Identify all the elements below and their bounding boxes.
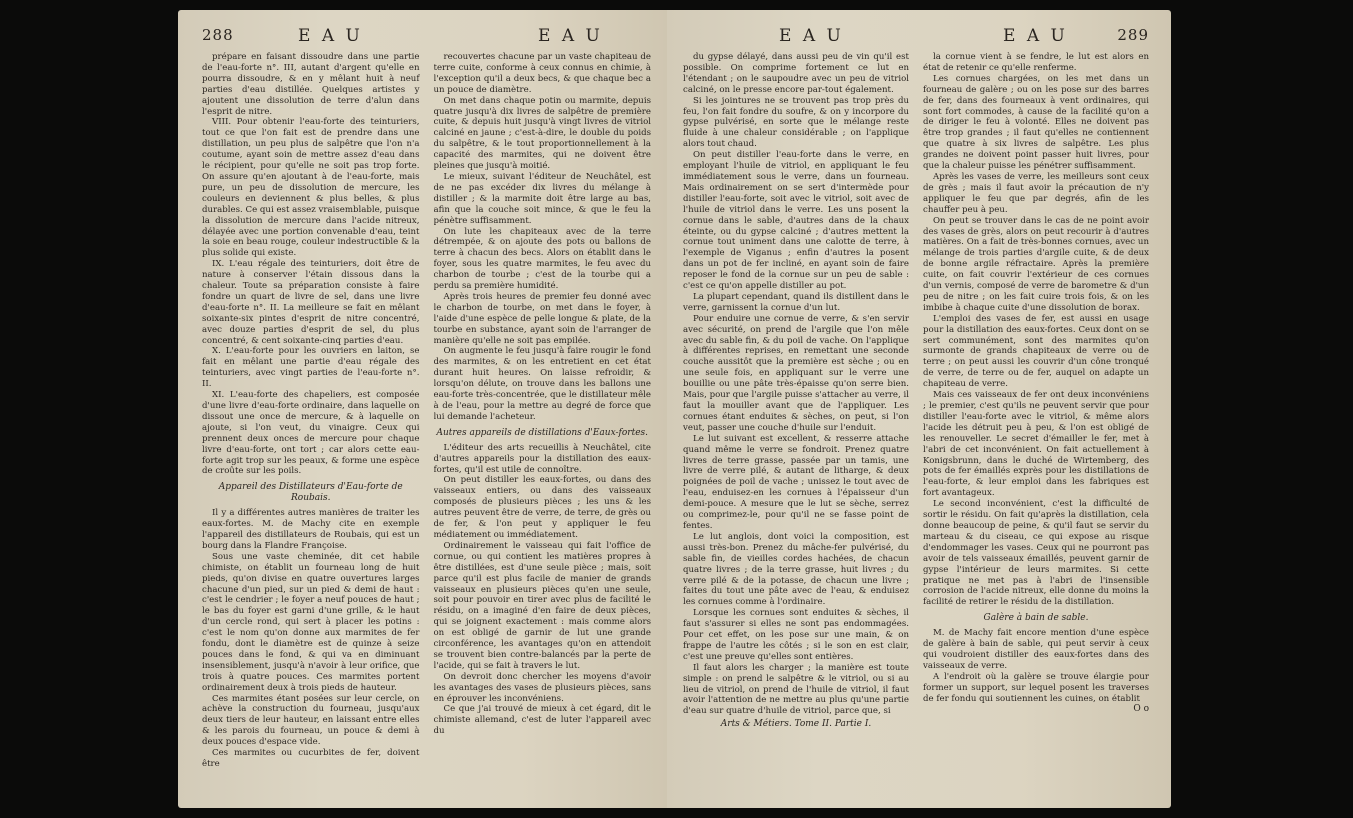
right-page-column-1	[683, 52, 909, 797]
paragraph: XI. L'eau-forte des chapeliers, est composée d'une livre d'eau-forte ordinaire, dans laquelle on dissout une once de mercure, & à laquelle on ajoute, si l'on veut, du vinaigre. Ceux qui prennent deux onces de mercure pour chaque livre d'eau-forte, ont tort ; car alors cette eau-forte agit trop sur les peaux, & forme une espèce de croûte sur les poils.	[202, 390, 420, 477]
section-heading: Autres appareils de distillations d'Eaux-fortes.	[436, 427, 649, 438]
paragraph: Il faut alors les charger ; la manière est toute simple : on prend le salpêtre & le vitriol, ou si au lieu de vitriol, on prend de l'huile de vitriol, il faut avoir l'attention de ne mettre au plus qu'une partie d'eau sur quatre d'huile de vitriol, parce que, si	[683, 662, 909, 717]
left-page	[178, 10, 667, 808]
paragraph: du gypse délayé, dans aussi peu de vin qu'il est possible. On comprime fortement ce lut en l'étendant ; on le saupoudre avec un peu de vitriol calciné, on le presse encore par-tout également.	[683, 52, 909, 95]
paragraph: On devroit donc chercher les moyens d'avoir les avantages des vases de plusieurs pièces, sans en éprouver les inconvéniens.	[433, 671, 651, 704]
signature-mark: O o	[1133, 704, 1149, 715]
left-running-head-1: E A U	[298, 26, 363, 46]
left-page-column-1	[202, 52, 420, 797]
paragraph: Ordinairement le vaisseau qui fait l'office de cornue, ou qui contient les matières propres à être distillées, est d'une seule pièce ; mais, soit parce qu'il est plus facile de manier de grands vaisseaux en plusieurs pièces qu'en une seule, soit pour pouvoir en tirer avec plus de facilité le résidu, on a imaginé d'en faire de deux pièces, qui se joignent exactement : mais comme alors on est obligé de garnir de lut une grande circonférence, les avantages qu'on en attendoit se trouvent bien contre-balancés par la perte de l'acide, qui se fait à travers le lut.	[433, 540, 651, 671]
paragraph: On lute les chapiteaux avec de la terre détrempée, & on ajoute des pots ou ballons de terre à chacun des becs. Alors on établit dans le foyer, sous les quatre marmites, le feu avec du charbon de tourbe ; c'est de la tourbe qui a perdu sa première humidité.	[433, 226, 651, 292]
section-heading: Appareil des Distillateurs d'Eau-forte de Roubais.	[218, 482, 403, 504]
paragraph: On met dans chaque potin ou marmite, depuis quatre jusqu'à dix livres de salpêtre de première cuite, & depuis huit jusqu'à vingt livres de vitriol calciné en jaune ; c'est-à-dire, le double du poids du salpêtre, & le tout proportionnellement à la capacité des marmites, qui ne doivent être pleines que jusqu'à moitié.	[433, 95, 651, 172]
paragraph: X. L'eau-forte pour les ouvriers en laiton, se fait en mêlant une partie d'eau régale des teinturiers, avec vingt parties de l'eau-forte n°. II.	[202, 346, 420, 390]
paragraph: Le lut anglois, dont voici la composition, est aussi très-bon. Prenez du mâche-fer pulvérisé, du sable fin, de vieilles cordes hachées, de chacun quatre livres ; de la terre grasse, huit livres ; du verre pilé & de la potasse, de chacun une livre ; faites du tout une pâte avec de l'eau, & enduisez les cornues comme à l'ordinaire.	[683, 531, 909, 608]
paragraph: Ces marmites étant posées sur leur cercle, on achève la construction du fourneau, jusqu'aux deux tiers de leur hauteur, en laissant entre elles & les parois du fourneau, un pouce & demi à deux pouces d'espace vide.	[202, 693, 420, 748]
paragraph: On augmente le feu jusqu'à faire rougir le fond des marmites, & on les entretient en cet état durant huit heures. On laisse refroidir, & lorsqu'on délute, on trouve dans les ballons une eau-forte très-concentrée, que le distillateur mêle à de l'eau, pour la mettre au degré de force que lui demande l'acheteur.	[433, 346, 651, 422]
paragraph: Lorsque les cornues sont enduites & sèches, il faut s'assurer si elles ne sont pas endommagées. Pour cet effet, on les pose sur une main, & on frappe de l'autre les côtés ; si le son en est clair, c'est une preuve qu'elles sont entières.	[683, 608, 909, 662]
right-running-head-2: E A U	[1003, 26, 1068, 46]
paragraph: Ces marmites ou cucurbites de fer, doivent être	[202, 748, 420, 769]
paragraph: Le mieux, suivant l'éditeur de Neuchâtel, est de ne pas excéder dix livres du mélange à distiller ; & la marmite doit être large au bas, afin que la couche soit mince, & que le feu la pénètre suffisamment.	[433, 171, 651, 226]
left-page-number: 288	[202, 26, 234, 44]
paragraph: A l'endroit où la galère se trouve élargie pour former un support, sur lequel posent les traverses de fer fondu qui soutiennent les cuines, on établit	[923, 671, 1149, 704]
right-page	[667, 10, 1171, 808]
paragraph: Les cornues chargées, on les met dans un fourneau de galère ; ou on les pose sur des barres de fer, dans des fourneaux à vent ordinaires, qui sont fort commodes, à cause de la facilité qu'on a de diriger le feu à volonté. Elles ne doivent pas être trop grandes ; il faut qu'elles ne contiennent que quatre à six livres de salpêtre. Les plus grandes ne doivent point passer huit livres, pour que la chaleur puisse les pénétrer suffisamment.	[923, 73, 1149, 172]
paragraph: On peut se trouver dans le cas de ne point avoir des vases de grès, alors on peut recourir à d'autres matières. On a fait de très-bonnes cornues, avec un mélange de trois parties d'argile cuite, & de deux de bonne argile réfractaire. Après la première cuite, on fait couvrir l'extérieur de ces cornues d'un vernis, composé de verre de barometre & d'un peu de nitre ; on les fait cuire trois fois, & on les imbibe à chaque cuite d'une dissolution de borax.	[923, 215, 1149, 313]
right-page-number: 289	[1117, 26, 1149, 44]
paragraph: Le second inconvénient, c'est la difficulté de sortir le résidu. On fait qu'après la distillation, cela donne beaucoup de peine, & qu'il faut se servir du marteau & du ciseau, ce qui expose au risque d'endommager les vases. Ceux qui ne pourront pas avoir de tels vaisseaux émaillés, peuvent garnir de gypse l'intérieur de leurs marmites. Si cette pratique ne met pas à l'abri de l'insensible corrosion de l'acide nitreux, elle donne du moins la facilité de retirer le résidu de la distillation.	[923, 499, 1149, 608]
right-running-head-1: E A U	[779, 26, 844, 46]
paragraph: IX. L'eau régale des teinturiers, doit être de nature à conserver l'étain dissous dans la chaleur. Toute sa préparation consiste à faire fondre un quart de livre de sel, dans une livre d'eau-forte n°. II. La meilleure se fait en mêlant soixante-six pintes d'esprit de nitre concentré, avec douze parties d'esprit de sel, du plus concentré, & cent soixante-cinq parties d'eau.	[202, 259, 420, 346]
paragraph: Si les jointures ne se trouvent pas trop près du feu, l'on fait fondre du soufre, & on y incorpore du gypse pulvérisé, en sorte que le mélange reste fluide à une chaleur considérable ; on l'applique alors tout chaud.	[683, 95, 909, 150]
left-page-header	[202, 22, 651, 52]
section-heading: Galère à bain de sable.	[983, 613, 1089, 624]
paragraph: VIII. Pour obtenir l'eau-forte des teinturiers, tout ce que l'on fait est de prendre dans une distillation, un peu plus de salpêtre que l'on n'a coutume, ayant soin de mettre assez d'eau dans le récipient, pour qu'elle ne soit pas trop forte. On assure qu'en ajoutant à de l'eau-forte, mais pure, un peu de dissolution de mercure, les couleurs en deviennent & plus belles, & plus durables. Ce qui est assez vraisemblable, puisque la dissolution de mercure dans l'acide nitreux, délayée avec une portion convenable d'eau, teint la soie en beau rouge, couleur indestructible & la plus solide qui existe.	[202, 117, 420, 259]
paragraph: la cornue vient à se fendre, le lut est alors en état de retenir ce qu'elle renferme.	[923, 52, 1149, 73]
paragraph: Pour enduire une cornue de verre, & s'en servir avec sécurité, on prend de l'argile que l'on mêle avec du sable fin, & du poil de vache. On l'applique à différentes reprises, en remettant une seconde couche aussitôt que la première est sèche ; ou en une seule fois, en appliquant sur le verre une bouillie ou une pâte très-épaisse qu'on serre bien. Mais, pour que l'argile puisse s'attacher au verre, il faut la mouiller avant que de l'appliquer. Les cornues étant enduites & sèches, on peut, si l'on veut, passer une couche d'huile sur l'enduit.	[683, 313, 909, 433]
paragraph: La plupart cependant, quand ils distillent dans le verre, garnissent la cornue d'un lut.	[683, 291, 909, 313]
page-footer: Arts & Métiers. Tome II. Partie I.	[720, 719, 872, 730]
right-page-header	[683, 22, 1149, 52]
paragraph: L'emploi des vases de fer, est aussi en usage pour la distillation des eaux-fortes. Ceux dont on se sert communément, sont des marmites qu'on surmonte de grands chapiteaux de verre ou de terre ; on peut aussi les couvrir d'un cône tronqué de verre, de terre ou de fer, auquel on adapte un chapiteau de verre.	[923, 313, 1149, 390]
paragraph: Le lut suivant est excellent, & resserre attache quand même le verre se fondroit. Prenez quatre livres de terre grasse, passée par un tamis, une livre de verre pilé, & autant de litharge, & deux poignées de poil de vache ; unissez le tout avec de l'eau, enduisez-en les cornues à l'épaisseur d'un demi-pouce. A mesure que le lut se sèche, serrez ou comprimez-le, pour qu'il ne se fasse point de fentes.	[683, 433, 909, 531]
paragraph: recouvertes chacune par un vaste chapiteau de terre cuite, conforme à ceux connus en chimie, à l'exception qu'il a deux becs, & que chaque bec a un pouce de diamètre.	[433, 52, 651, 95]
paragraph: M. de Machy fait encore mention d'une espèce de galère à bain de sable, qui peut servir à ceux qui voudroient distiller des eaux-fortes dans des vaisseaux de verre.	[923, 628, 1149, 671]
paragraph: L'éditeur des arts recueillis à Neuchâtel, cite d'autres appareils pour la distillation des eaux-fortes, qu'il est utile de connoître.	[433, 442, 651, 475]
paragraph: On peut distiller l'eau-forte dans le verre, en employant l'huile de vitriol, en appliquant le feu immédiatement sous le verre, dans un fourneau. Mais ordinairement on se sert d'intermède pour distiller l'eau-forte, soit avec le vitriol, soit avec de l'huile de vitriol dans le verre. Les uns posent la cornue dans le sable, d'autres dans de la chaux éteinte, ou du gypse calciné ; d'autres mettent la cornue tout uniment dans une calotte de terre, à l'exemple de Viganus ; enfin d'autres la posent dans un pot de fer incliné, en ayant soin de faire reposer le fond de la cornue sur un peu de sable : c'est ce qu'on appelle distiller au pot.	[683, 150, 909, 292]
paragraph: Après trois heures de premier feu donné avec le charbon de tourbe, on met dans le foyer, à l'aide d'une espèce de pelle longue & plate, de la tourbe en substance, ayant soin de l'arranger de manière qu'elle ne soit pas empilée.	[433, 291, 651, 346]
right-page-column-2	[923, 52, 1149, 797]
paragraph: Après les vases de verre, les meilleurs sont ceux de grès ; mais il faut avoir la précaution de n'y appliquer le feu que par degrés, afin de les chauffer peu à peu.	[923, 171, 1149, 215]
paragraph: prépare en faisant dissoudre dans une partie de l'eau-forte n°. III, autant d'argent qu'elle en pourra dissoudre, & en y mêlant huit à neuf parties d'eau distillée. Quelques artistes y ajoutent une dissolution de terre d'alun dans l'esprit de nitre.	[202, 52, 420, 117]
paragraph: Mais ces vaisseaux de fer ont deux inconvéniens ; le premier, c'est qu'ils ne peuvent servir que pour distiller l'eau-forte avec le vitriol, & même alors l'acide les détruit peu à peu, & l'on est obligé de les renouveller. Le secret d'émailler le fer, met à l'abri de cet inconvénient. On fait actuellement à Konigsbrunn, dans le duché de Wirtemberg, des pots de fer émaillés exprès pour les distillations de l'eau-forte, & leur emploi dans les fabriques est fort avantageux.	[923, 390, 1149, 499]
left-running-head-2: E A U	[538, 26, 603, 46]
paragraph: Il y a différentes autres manières de traiter les eaux-fortes. M. de Machy cite en exemple l'appareil des distillateurs de Roubais, qui est un bourg dans la Flandre Françoise.	[202, 508, 420, 551]
paragraph: Sous une vaste cheminée, dit cet habile chimiste, on établit un fourneau long de huit pieds, qu'on divise en quatre ouvertures larges chacune d'un pied, sur un pied & demi de haut : c'est le cendrier ; le foyer a neuf pouces de haut ; le bas du foyer est garni d'une grille, & le haut d'un cercle rond, qui sert à placer les potins : c'est le nom qu'on donne aux marmites de fer fondu, dont le diamètre est de quinze à seize pouces dans le fond, & qui va en diminuant insensiblement, jusqu'à n'avoir à leur orifice, que trois à quatre pouces. Ces marmites portent ordinairement deux à trois pieds de hauteur.	[202, 551, 420, 693]
left-page-column-2	[434, 52, 652, 797]
paragraph: Ce que j'ai trouvé de mieux à cet égard, dit le chimiste allemand, c'est de luter l'appareil avec du	[433, 704, 651, 737]
paragraph: On peut distiller les eaux-fortes, ou dans des vaisseaux entiers, ou dans des vaisseaux composés de plusieurs pièces ; les uns & les autres peuvent être de verre, de terre, de grès ou de fer, & l'on peut y appliquer le feu médiatement ou immédiatement.	[433, 475, 651, 540]
